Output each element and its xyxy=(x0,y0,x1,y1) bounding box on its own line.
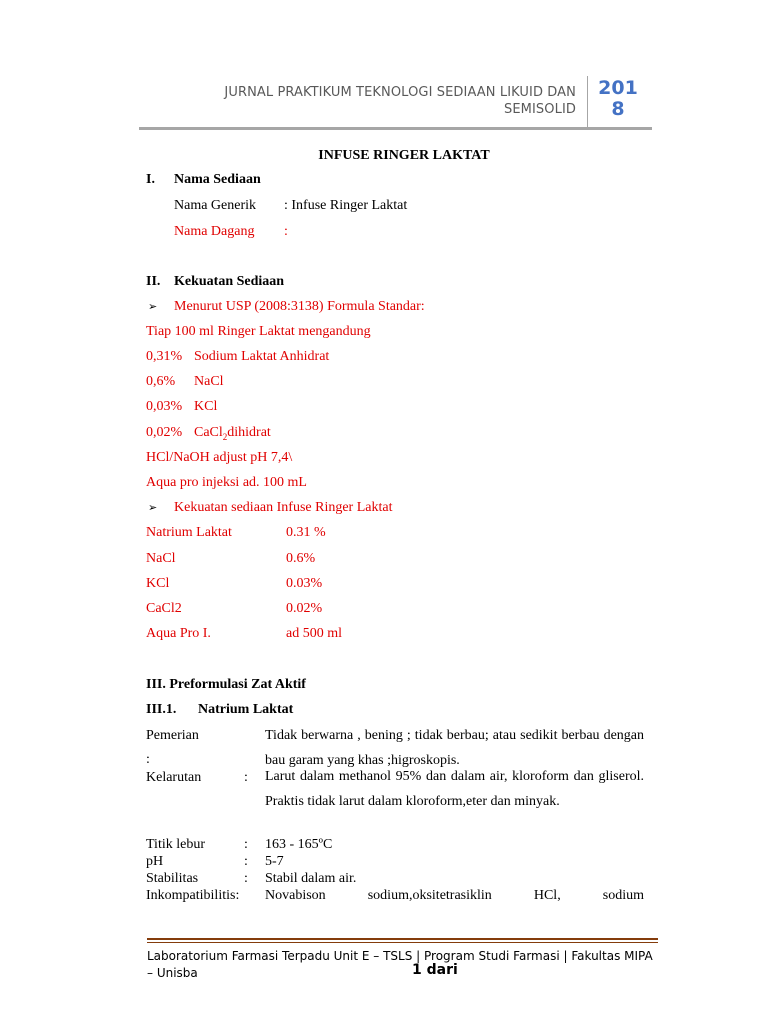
strength-name: CaCl2 xyxy=(146,601,182,616)
header-year xyxy=(594,78,642,120)
formula-intro: Tiap 100 ml Ringer Laktat mengandung xyxy=(146,324,371,339)
titik-lebur-label: Titik lebur xyxy=(146,837,205,852)
strength-name: KCl xyxy=(146,576,170,591)
colon: : xyxy=(244,854,248,869)
stabilitas-value: Stabil dalam air. xyxy=(265,871,357,886)
cacl-subscript: 2 xyxy=(222,431,228,442)
journal-header-title: JURNAL PRAKTIKUM TEKNOLOGI SEDIAAN LIKUID DAN SEMISOLID xyxy=(224,85,576,117)
pemerian-value: Tidak berwarna , bening ; tidak berbau; atau sedikit berbau dengan bau garam yang khas ;higroskopis. xyxy=(265,728,644,768)
cacl-suffix: dihidrat xyxy=(227,425,271,440)
colon: : xyxy=(244,837,248,852)
strength-value: 0.31 % xyxy=(286,525,326,540)
trade-name-value: : xyxy=(284,224,288,239)
stabilitas-label: Stabilitas xyxy=(146,871,199,886)
formula-item-pct: 0,03% xyxy=(146,399,183,414)
pemerian-colon: : xyxy=(146,752,150,767)
footer-rule-thin xyxy=(147,942,658,943)
strength-name: NaCl xyxy=(146,551,176,566)
strength-value: ad 500 ml xyxy=(286,626,342,641)
strength-name: Aqua Pro I. xyxy=(146,626,211,641)
footer-text: Laboratorium Farmasi Terpadu Unit E – TSLS | Program Studi Farmasi | Fakultas MIPA – Unisba xyxy=(147,949,653,980)
strength-name: Natrium Laktat xyxy=(146,525,232,540)
ph-label: pH xyxy=(146,854,164,869)
inkompatibilitas-value: Novabison sodium,oksitetrasiklin HCl, sodium xyxy=(265,888,644,903)
colon: : xyxy=(244,770,248,785)
document-title: INFUSE RINGER LAKTAT xyxy=(318,148,490,163)
formula-item-name: Sodium Laktat Anhidrat xyxy=(194,349,330,364)
formula-item-pct: 0,6% xyxy=(146,374,176,389)
usp-formula-heading: Menurut USP (2008:3138) Formula Standar: xyxy=(174,299,425,314)
formula-water: Aqua pro injeksi ad. 100 mL xyxy=(146,475,307,490)
generic-name-value: : Infuse Ringer Laktat xyxy=(284,198,408,213)
formula-adjust: HCl/NaOH adjust pH 7,4\ xyxy=(146,450,293,465)
section3-heading: III. Preformulasi Zat Aktif xyxy=(146,677,306,692)
bullet-arrow-icon: ➢ xyxy=(148,301,158,313)
trade-name-label: Nama Dagang xyxy=(174,224,255,239)
strength-heading: Kekuatan sediaan Infuse Ringer Laktat xyxy=(174,500,393,515)
section2-number: II. xyxy=(146,274,161,289)
formula-item-name xyxy=(194,424,271,446)
ph-value: 5-7 xyxy=(265,854,284,869)
colon: : xyxy=(244,871,248,886)
formula-item-name: KCl xyxy=(194,399,218,414)
strength-value: 0.6% xyxy=(286,551,316,566)
formula-item-pct: 0,31% xyxy=(146,349,183,364)
formula-item-name: NaCl xyxy=(194,374,224,389)
page-number: 1 dari xyxy=(412,962,458,978)
header-year-line2: 8 xyxy=(611,98,625,120)
pemerian-label: Pemerian xyxy=(146,728,199,743)
inkompatibilitas-label: Inkompatibilitis: xyxy=(146,888,240,903)
subsection-heading: Natrium Laktat xyxy=(198,702,294,717)
section1-number: I. xyxy=(146,172,155,187)
bullet-arrow-icon: ➢ xyxy=(148,502,158,514)
kelarutan-value: Larut dalam methanol 95% dan dalam air, kloroform dan gliserol. Praktis tidak larut dalam kloroform,eter dan minyak. xyxy=(265,769,644,809)
footer-rule xyxy=(147,938,658,940)
subsection-number: III.1. xyxy=(146,702,177,717)
header-rule xyxy=(139,127,652,130)
formula-item-pct: 0,02% xyxy=(146,425,183,440)
cacl-text: CaCl xyxy=(194,425,223,440)
section1-heading: Nama Sediaan xyxy=(174,172,261,187)
titik-lebur-value: 163 - 165ºC xyxy=(265,837,333,852)
header-divider xyxy=(587,76,588,128)
strength-value: 0.02% xyxy=(286,601,323,616)
kelarutan-label: Kelarutan xyxy=(146,770,202,785)
strength-value: 0.03% xyxy=(286,576,323,591)
generic-name-label: Nama Generik xyxy=(174,198,257,213)
section2-heading: Kekuatan Sediaan xyxy=(174,274,285,289)
header-year-line1: 201 xyxy=(598,77,638,99)
